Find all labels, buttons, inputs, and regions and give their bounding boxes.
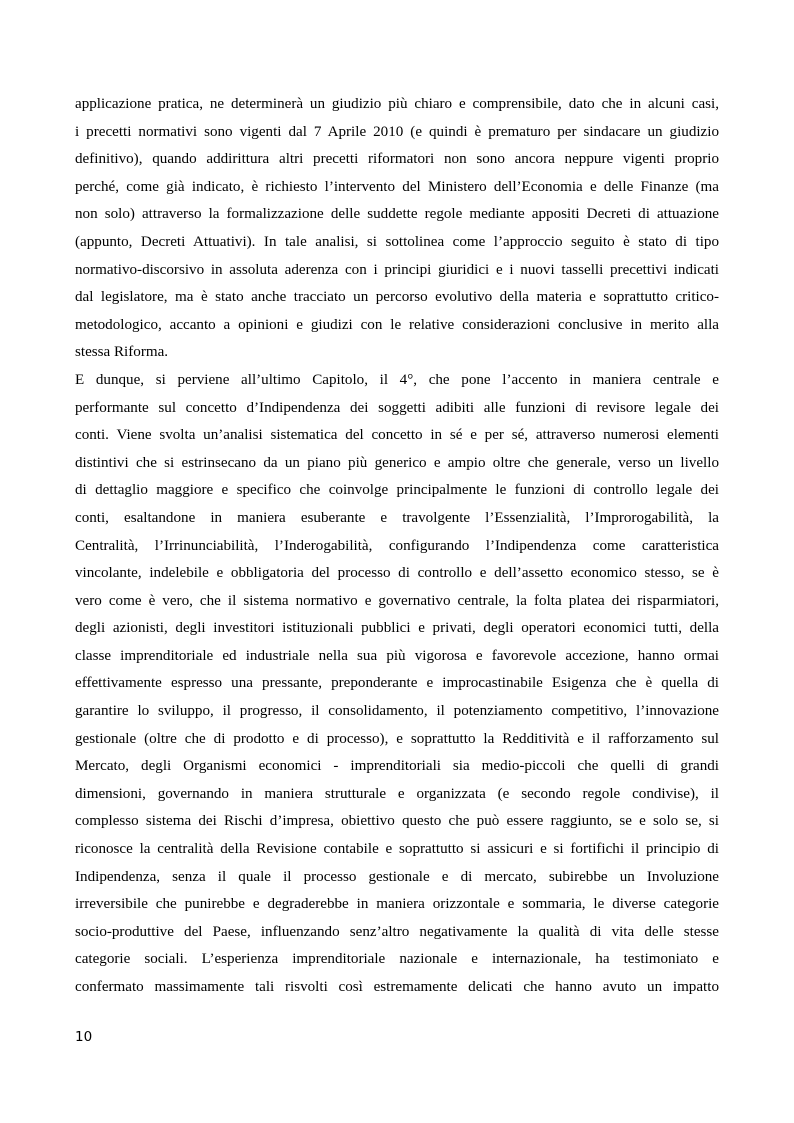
text-line: non solo) attraverso la formalizzazione delle suddette regole mediante appositi Decreti di attuazione (75, 206, 719, 223)
text-line: (appunto, Decreti Attuativi). In tale analisi, si sottolinea come l’approccio seguito è stato di tipo (75, 233, 719, 250)
text-line: Mercato, degli Organismi economici - imprenditoriali sia medio-piccoli che quelli di grandi (75, 758, 719, 775)
text-line: socio-produttive del Paese, influenzando senz’altro negativamente la qualità di vita delle stesse (75, 923, 719, 940)
paragraph-2 (75, 367, 719, 1002)
text-line: perché, come già indicato, è richiesto l’intervento del Ministero dell’Economia e delle Finanze (ma (75, 178, 719, 195)
text-line: i precetti normativi sono vigenti dal 7 Aprile 2010 (e quindi è prematuro per sindacare un giudizio (75, 123, 719, 140)
text-line: performante sul concetto d’Indipendenza dei soggetti adibiti alle funzioni di revisore legale dei (75, 399, 719, 416)
text-line: normativo-discorsivo in assoluta aderenza con i principi giuridici e i nuovi tasselli precettivi indicati (75, 261, 719, 278)
text-line: riconosce la centralità della Revisione contabile e soprattutto si assicuri e si fortifichi il principio di (75, 841, 719, 858)
paragraph-1 (75, 91, 719, 367)
text-line: definitivo), quando addirittura altri precetti riformatori non sono ancora neppure vigenti proprio (75, 151, 719, 168)
text-line: garantire lo sviluppo, il progresso, il consolidamento, il potenziamento competitivo, l’innovazione (75, 703, 719, 720)
body-text (75, 91, 719, 1002)
text-line: metodologico, accanto a opinioni e giudizi con le relative considerazioni conclusive in merito alla (75, 316, 719, 333)
text-line: applicazione pratica, ne determinerà un giudizio più chiaro e comprensibile, dato che in alcuni casi, (75, 96, 719, 112)
text-line: vero come è vero, che il sistema normativo e governativo centrale, la folta platea dei risparmiatori, (75, 592, 719, 609)
text-line: distintivi che si estrinsecano da un piano più generico e ampio oltre che generale, verso un livello (75, 454, 719, 471)
text-line: irreversibile che punirebbe e degraderebbe in maniera orizzontale e sommaria, le diverse categorie (75, 896, 719, 913)
text-line: Centralità, l’Irrinunciabilità, l’Inderogabilità, configurando l’Indipendenza come caratteristica (75, 537, 719, 554)
text-line: E dunque, si perviene all’ultimo Capitolo, il 4°, che pone l’accento in maniera centrale e (75, 371, 719, 388)
text-line: classe imprenditoriale ed industriale nella sua più vigorosa e favorevole accezione, hanno ormai (75, 647, 719, 664)
page-number: 10 (75, 1029, 93, 1045)
text-line: categorie sociali. L’esperienza imprenditoriale nazionale e internazionale, ha testimoniato e (75, 951, 719, 968)
text-line: vincolante, indelebile e obbligatoria del processo di controllo e dell’assetto economico stesso, se è (75, 565, 719, 582)
text-line: di dettaglio maggiore e specifico che coinvolge principalmente le funzioni di controllo legale dei (75, 482, 719, 499)
text-line: stessa Riforma. (75, 344, 169, 361)
text-line: complesso sistema dei Rischi d’impresa, obiettivo questo che può essere raggiunto, se e solo se, si (75, 813, 719, 830)
text-line: conti, esaltandone in maniera esuberante e travolgente l’Essenzialità, l’Improrogabilità, la (75, 509, 719, 526)
text-line: degli azionisti, degli investitori istituzionali pubblici e privati, degli operatori economici tutti, della (75, 620, 719, 637)
text-line: Indipendenza, senza il quale il processo gestionale e di mercato, subirebbe un Involuzione (75, 868, 719, 885)
text-line: conti. Viene svolta un’analisi sistematica del concetto in sé e per sé, attraverso numerosi elementi (75, 427, 719, 444)
text-line: gestionale (oltre che di prodotto e di processo), e soprattutto la Redditività e il rafforzamento sul (75, 730, 719, 747)
text-line: effettivamente espresso una pressante, preponderante e improcastinabile Esigenza che è quella di (75, 675, 719, 692)
text-line: dal legislatore, ma è stato anche tracciato un percorso evolutivo della materia e soprattutto critico- (75, 289, 719, 306)
text-line: confermato massimamente tali risvolti così estremamente delicati che hanno avuto un impatto (75, 979, 719, 995)
text-line: dimensioni, governando in maniera strutturale e organizzata (e secondo regole condivise), il (75, 785, 719, 802)
